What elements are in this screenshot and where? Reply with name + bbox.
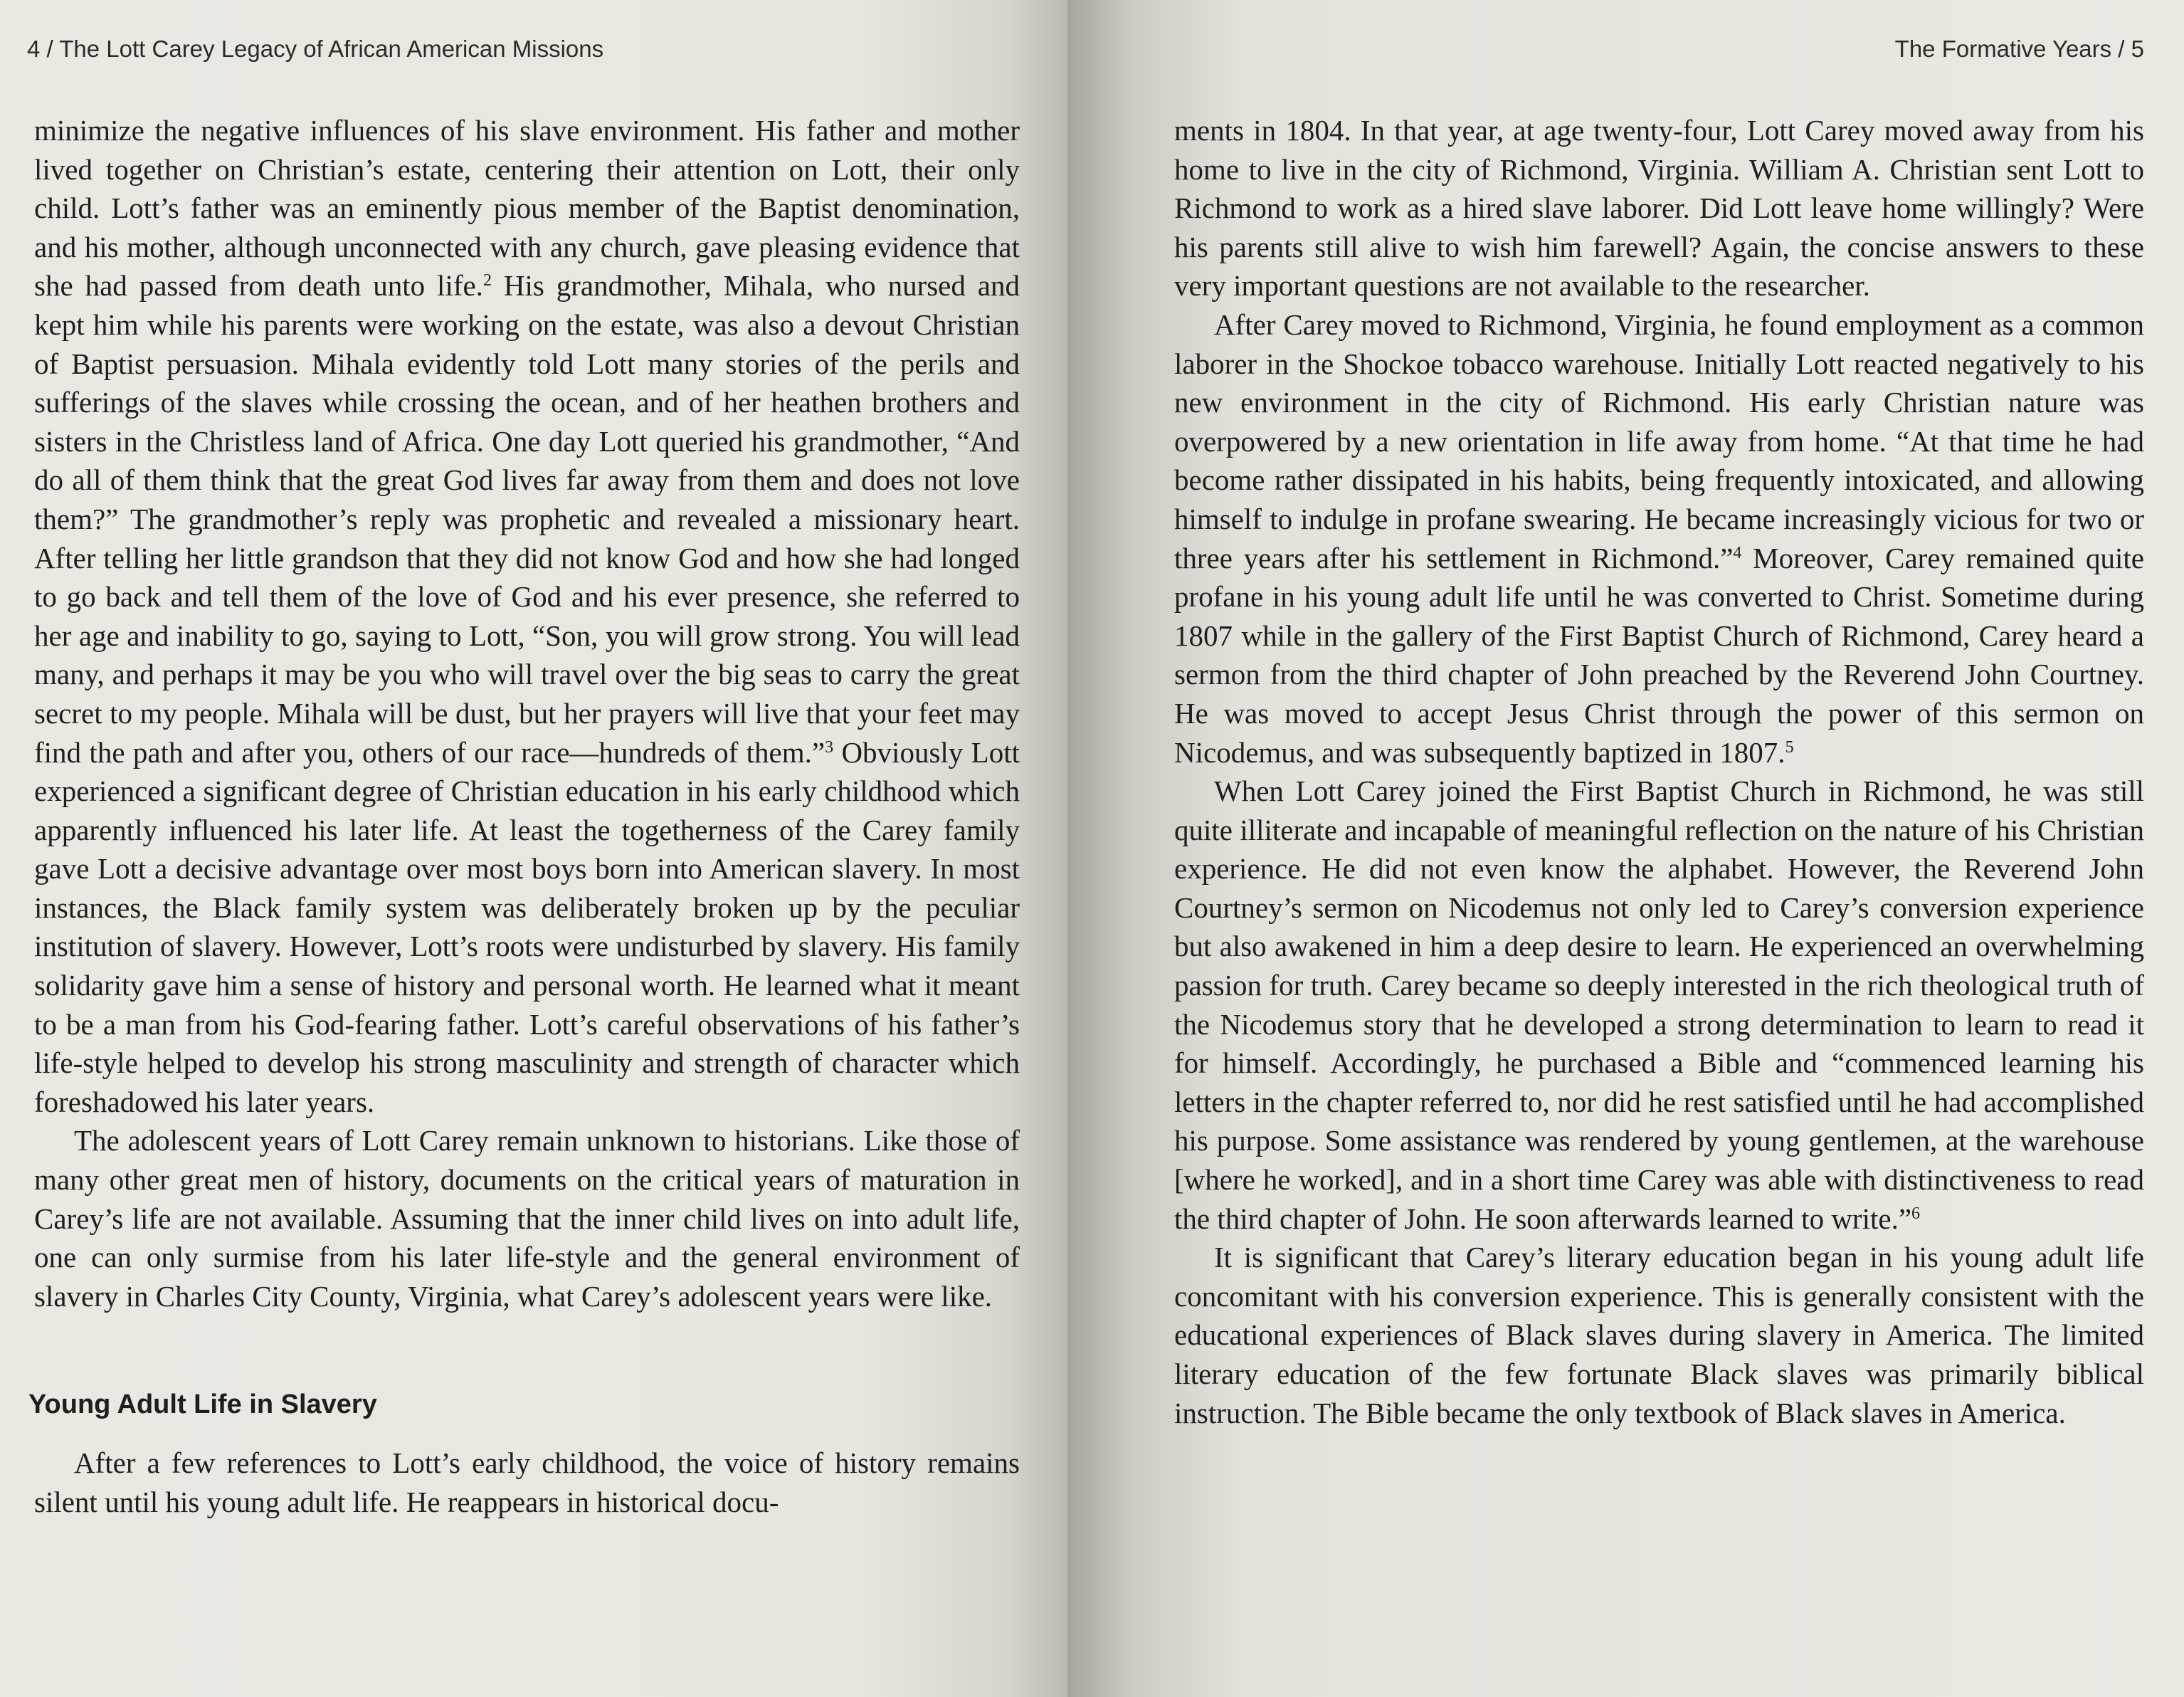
right-page bbox=[1067, 0, 2184, 1697]
paragraph: It is significant that Carey’s literary education began in his young adult life concomitant with his conversion experience. This is generally consistent with the educational experiences of Black slaves during slavery in America. The limited literary education of the few fortunate Black slaves was primarily biblical instruction. The Bible became the only textbook of Black slaves in America. bbox=[1174, 1241, 2144, 1429]
section-heading: Young Adult Life in Slavery bbox=[28, 1389, 377, 1420]
left-page-body bbox=[28, 111, 1020, 1522]
right-page-body bbox=[1174, 111, 2144, 1432]
footnote-ref: 5 bbox=[1785, 737, 1794, 757]
paragraph: The adolescent years of Lott Carey remain unknown to historians. Like those of many other great men of history, documents on the critical years of maturation in Carey’s life are not available. Assuming that the inner child lives on into adult life, one can only surmise from his later life-style and the general environment of slavery in Charles City County, Virginia, what Carey’s adolescent years were like. bbox=[34, 1124, 1020, 1313]
running-head-left: 4 / The Lott Carey Legacy of African American Missions bbox=[27, 36, 604, 62]
paragraph: ments in 1804. In that year, at age twenty-four, Lott Carey moved away from his home to live in the city of Richmond, Virginia. William A. Christian sent Lott to Richmond to work as a hired slave laborer. Did Lott leave home willingly? Were his parents still alive to wish him farewell? Again, the concise answers to these very important questions are not available to the researcher. bbox=[1174, 114, 2144, 303]
footnote-ref: 4 bbox=[1733, 543, 1742, 562]
footnote-ref: 2 bbox=[482, 271, 492, 290]
footnote-ref: 6 bbox=[1911, 1204, 1921, 1223]
paragraph: After Carey moved to Richmond, Virginia, he found employment as a common laborer in the Shockoe tobacco warehouse. Initially Lott reacted negatively to his new environment in the city of Richmond. His early Christian nature was overpowered by a new orientation in life away from home. “At that time he had become rather dissipated in his habits, being frequently intoxicated, and allowing himself to indulge in profane swearing. He became increasingly vicious for two or three years after his settlement in Richmond.”$^4$ Moreover, Carey remained quite profane in his young adult life until he was converted to Christ. Sometime during 1807 while in the gallery of the First Baptist Church of Richmond, Carey heard a sermon from the third chapter of John preached by the Reverend John Courtney. He was moved to accept Jesus Christ through the power of this sermon on Nicodemus, and was subsequently baptized in 1807.$^5$ bbox=[1174, 308, 2144, 769]
paragraph: minimize the negative influences of his slave environment. His father and mother lived together on Christian’s estate, centering their attention on Lott, their only child. Lott’s father was an eminently pious member of the Baptist denomination, and his mother, although unconnected with any church, gave pleasing evidence that she had passed from death unto life.$^2$ His grandmother, Mihala, who nursed and kept him while his parents were working on the estate, was also a devout Christian of Baptist persuasion. Mihala evidently told Lott many stories of the perils and sufferings of the slaves while crossing the ocean, and of her heathen brothers and sisters in the Christless land of Africa. One day Lott queried his grandmother, “And do all of them think that the great God lives far away from them and does not love them?” The grandmother’s reply was prophetic and revealed a missionary heart. After telling her little grandson that they did not know God and how she had longed to go back and tell them of the love of God and his ever presence, she referred to her age and inability to go, saying to Lott, “Son, you will grow strong. You will lead many, and perhaps it may be you who will travel over the big seas to carry the great secret to my people. Mihala will be dust, but her prayers will live that your feet may find the path and after you, others of our race—hundreds of them.”$^3$ Obviously Lott experienced a significant degree of Christian education in his early childhood which apparently influenced his later life. At least the togetherness of the Carey family gave Lott a decisive advantage over most boys born into American slavery. In most instances, the Black family system was deliberately broken up by the peculiar institution of slavery. However, Lott’s roots were undisturbed by slavery. His family solidarity gave him a sense of history and personal worth. He learned what it meant to be a man from his God-fearing father. Lott’s careful observations of his father’s life-style helped to develop his strong masculinity and strength of character which foreshadowed his later years. bbox=[34, 114, 1020, 1118]
left-page bbox=[0, 0, 1067, 1697]
running-head-right: The Formative Years / 5 bbox=[1894, 36, 2144, 62]
footnote-ref: 3 bbox=[825, 737, 834, 757]
paragraph: After a few references to Lott’s early childhood, the voice of history remains silent until his young adult life. He reappears in historical docu- bbox=[34, 1446, 1020, 1518]
paragraph: When Lott Carey joined the First Baptist Church in Richmond, he was still quite illiterate and incapable of meaningful reflection on the nature of his Christian experience. He did not even know the alphabet. However, the Reverend John Courtney’s sermon on Nicodemus not only led to Carey’s conversion experience but also awakened in him a deep desire to learn. He experienced an overwhelming passion for truth. Carey became so deeply interested in the rich theological truth of the Nicodemus story that he developed a strong determination to learn to read it for himself. Accordingly, he purchased a Bible and “commenced learning his letters in the chapter referred to, nor did he rest satisfied until he had accomplished his purpose. Some assistance was rendered by young gentlemen, at the warehouse [where he worked], and in a short time Carey was able with distinctiveness to read the third chapter of John. He soon afterwards learned to write.”$^6$ bbox=[1174, 774, 2144, 1235]
